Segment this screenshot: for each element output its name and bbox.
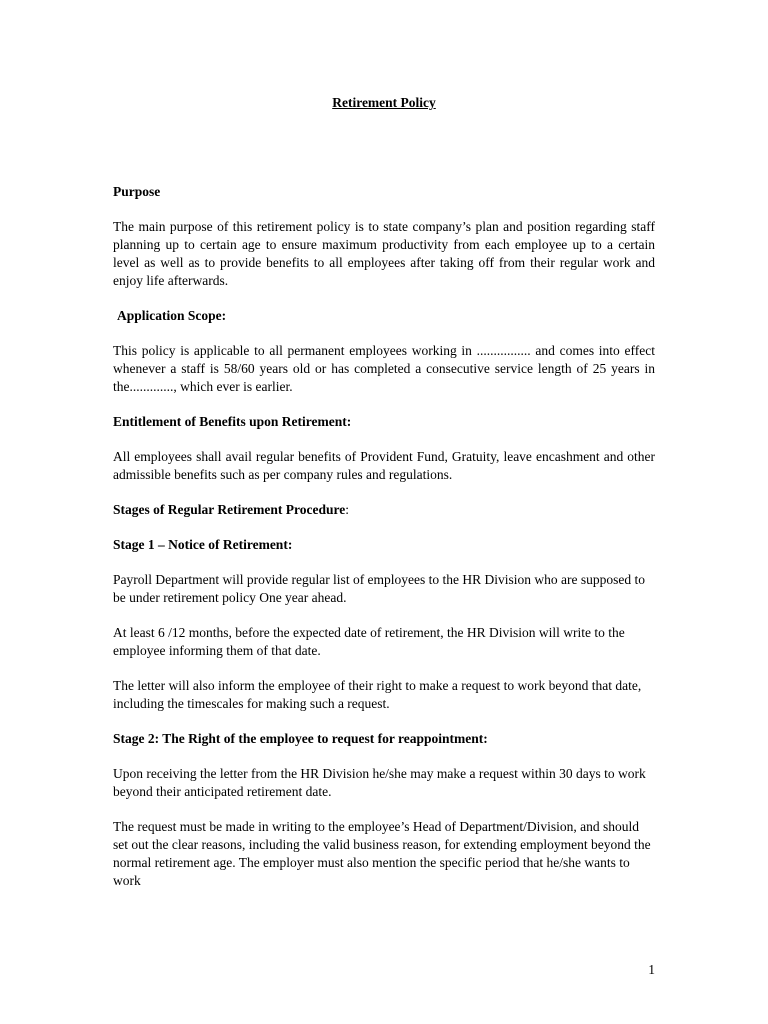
document-body <box>113 183 655 907</box>
stage1-paragraph-1: Payroll Department will provide regular list of employees to the HR Division who are supposed to be under retirement policy One year ahead. <box>113 572 646 605</box>
purpose-heading: Purpose <box>113 184 161 199</box>
stages-heading-text: Stages of Regular Retirement Procedure <box>113 502 346 517</box>
entitlement-heading: Entitlement of Benefits upon Retirement: <box>113 414 352 429</box>
purpose-paragraph: The main purpose of this retirement policy is to state company’s plan and position regarding staff planning up to certain age to ensure maximum productivity from each employee up to a certain level as well as to provide benefits to all employees after taking off from their regular work and enjoy life afterwards. <box>113 219 655 288</box>
page-number: 1 <box>648 962 655 977</box>
stages-heading-colon: : <box>345 502 349 517</box>
stage2-heading: Stage 2: The Right of the employee to request for reappointment: <box>113 731 488 746</box>
stage2-paragraph-1: Upon receiving the letter from the HR Division he/she may make a request within 30 days to work beyond their anticipated retirement date. <box>113 766 646 799</box>
stage2-paragraph-2: The request must be made in writing to the employee’s Head of Department/Division, and should set out the clear reasons, including the valid business reason, for extending employment beyond the normal retirement age. The employer must also mention the specific period that he/she wants to work <box>113 819 651 888</box>
application-scope-paragraph: This policy is applicable to all permanent employees working in ................ and comes into effect whenever a staff is 58/60 years old or has completed a consecutive service length of 25 years in the............., which ever is earlier. <box>113 343 655 394</box>
application-scope-heading: Application Scope: <box>117 308 227 323</box>
stage1-paragraph-2: At least 6 /12 months, before the expected date of retirement, the HR Division will write to the employee informing them of that date. <box>113 625 625 658</box>
entitlement-paragraph: All employees shall avail regular benefits of Provident Fund, Gratuity, leave encashment and other admissible benefits such as per company rules and regulations. <box>113 449 655 482</box>
document-title: Retirement Policy <box>332 95 436 110</box>
stage1-heading: Stage 1 – Notice of Retirement: <box>113 537 293 552</box>
stage1-paragraph-3: The letter will also inform the employee of their right to make a request to work beyond that date, including the timescales for making such a request. <box>113 678 642 711</box>
stages-heading <box>113 501 655 519</box>
